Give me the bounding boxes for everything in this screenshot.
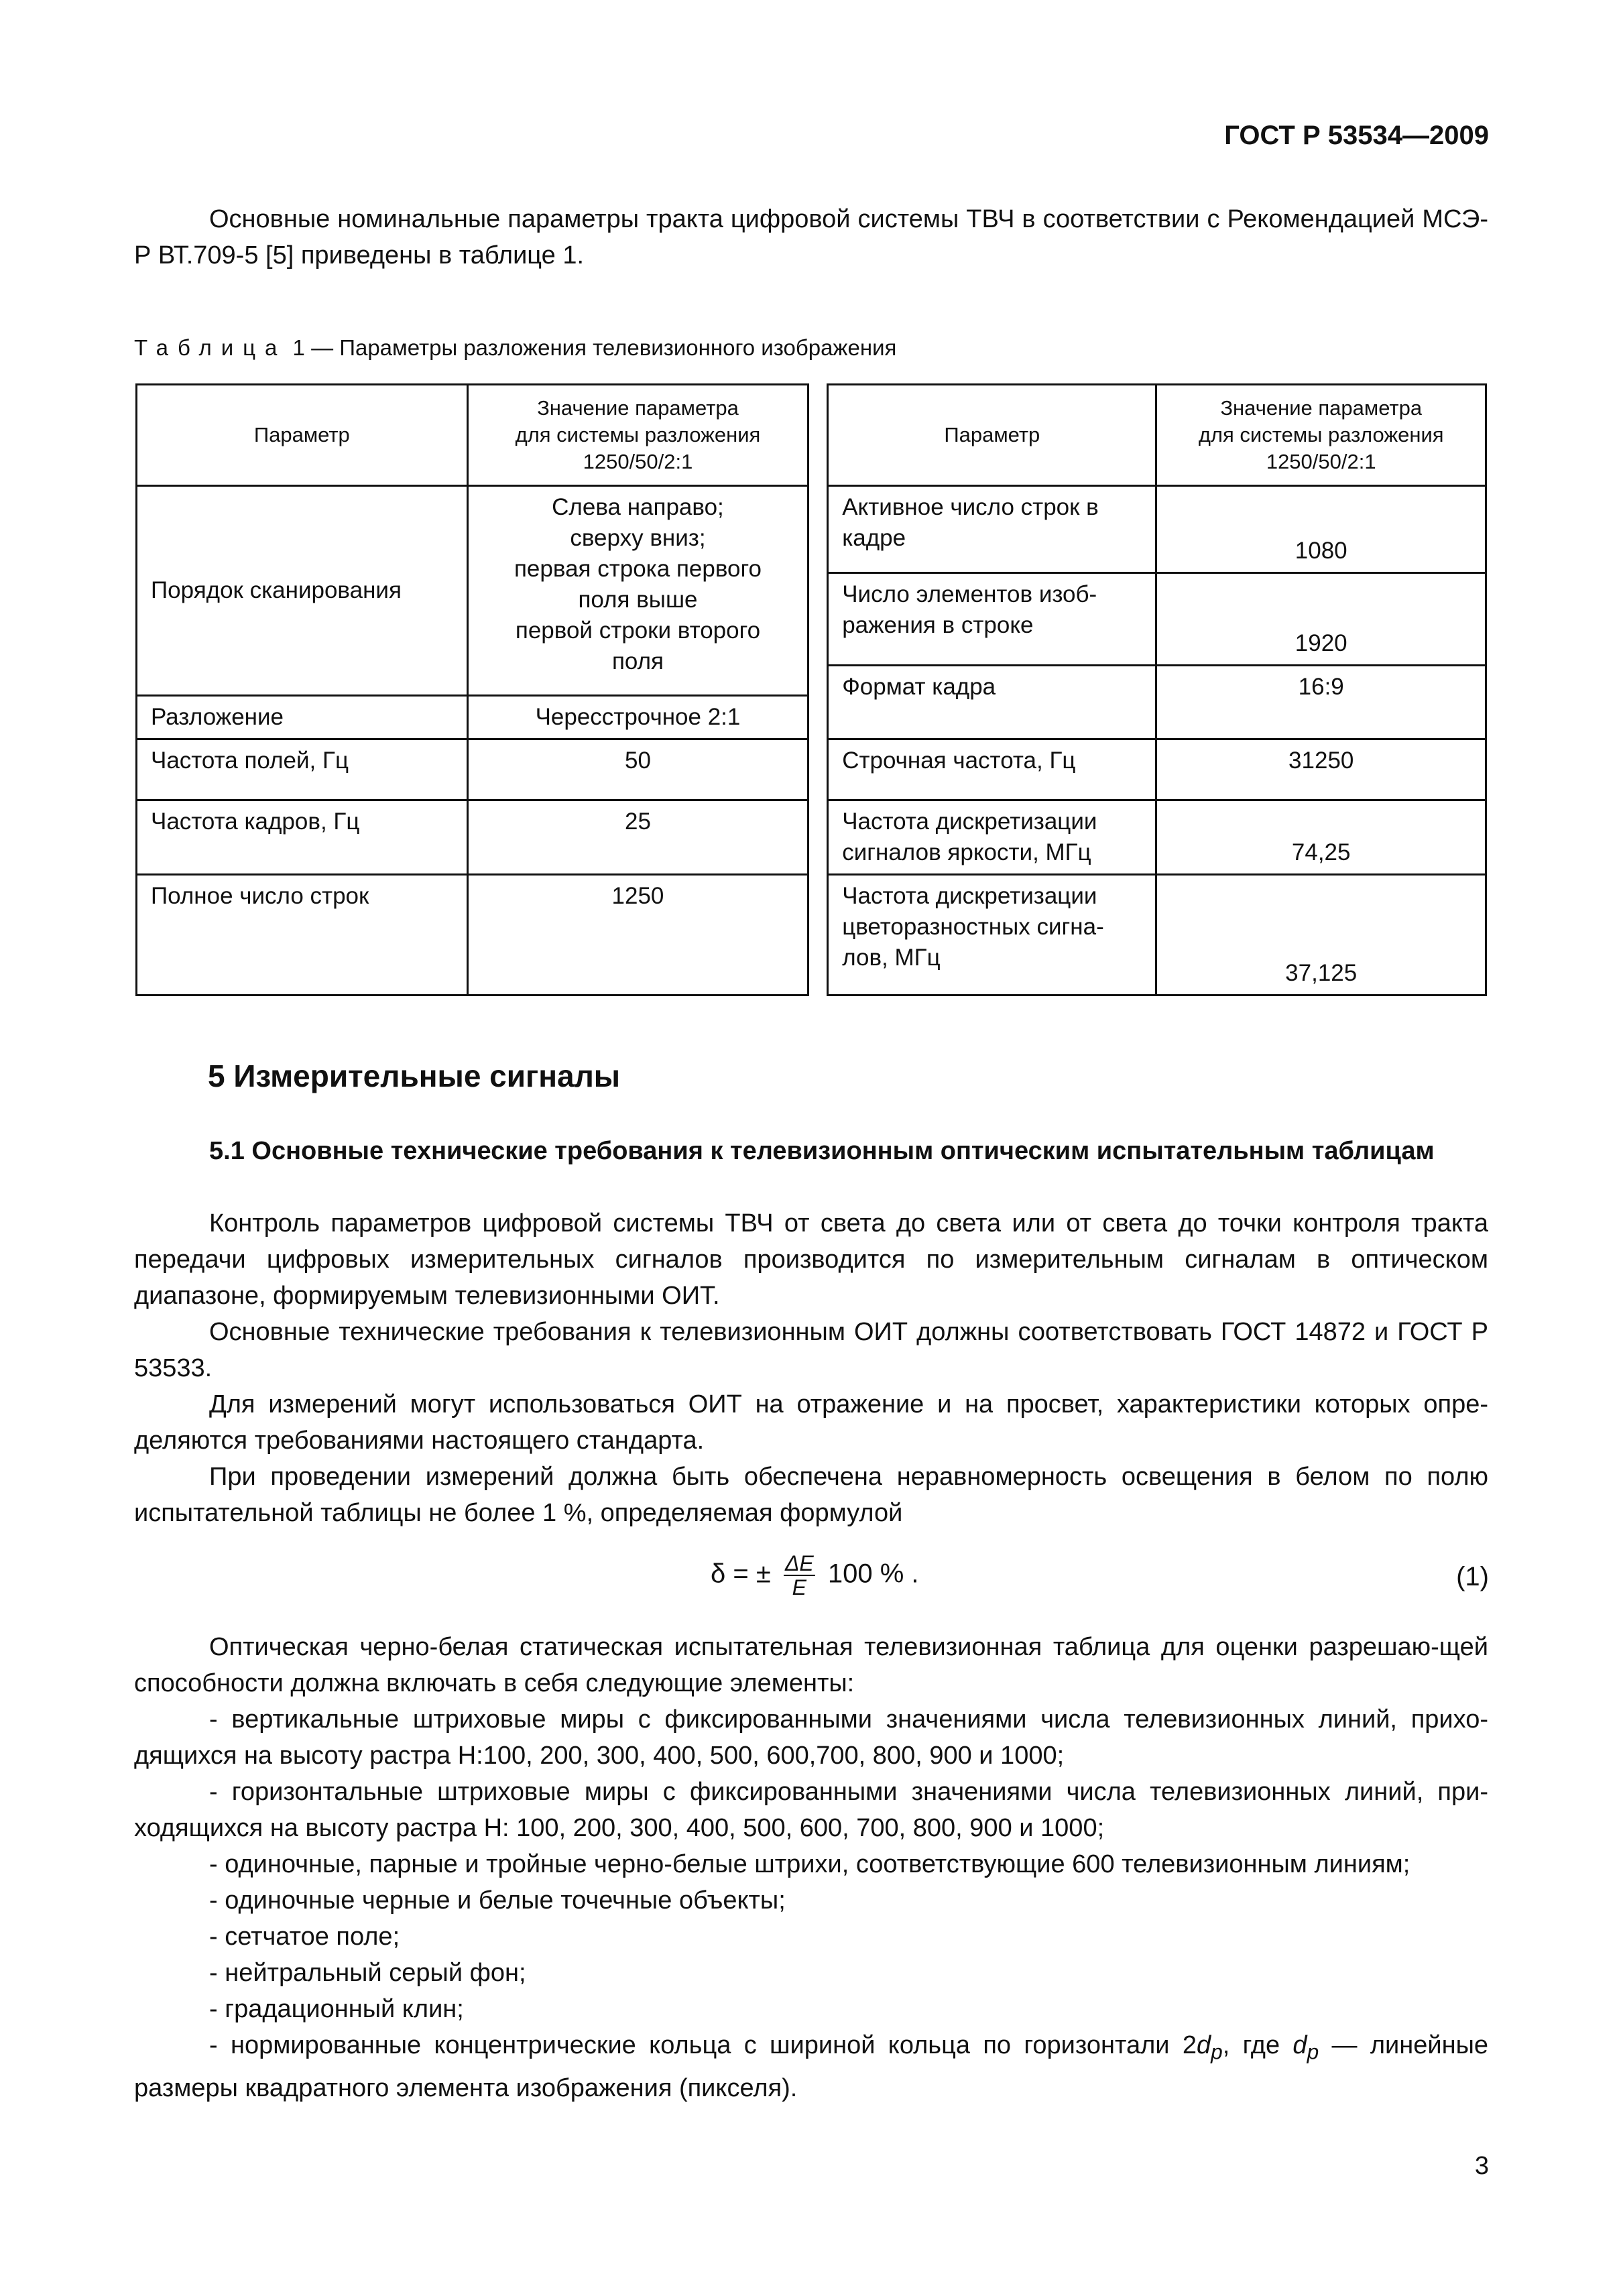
header-param-right: Параметр: [828, 385, 1156, 486]
value-line: поля выше: [578, 587, 698, 613]
table-header-row: [137, 385, 1486, 486]
table-caption-text: 1 — Параметры разложения телевизионного изображения: [286, 335, 897, 360]
section-heading: 5 Измерительные сигналы: [208, 1059, 621, 1093]
parameters-table: [135, 383, 1487, 996]
formula-lhs: δ = ±: [711, 1559, 771, 1589]
page-number: 3: [1474, 2152, 1489, 2180]
cell-chroma-sampling-value: 37,125: [1156, 875, 1486, 995]
formula-numerator: ΔE: [784, 1551, 814, 1575]
cell-scan-order-value: [467, 486, 808, 696]
list-item: - одиночные, парные и тройные черно-белые штрихи, соответствующие 600 телевизионным линиям;: [209, 1850, 1410, 1878]
math-p: p: [1211, 2039, 1223, 2064]
cell-frame-format-value: 16:9: [1156, 666, 1486, 739]
formula-fraction: [784, 1552, 815, 1599]
cell-scanning-name: Разложение: [137, 696, 468, 739]
cell-active-lines-name: Активное число строк в кадре: [828, 486, 1156, 573]
formula-number: (1): [1456, 1562, 1489, 1591]
list-item: - одиночные черные и белые точечные объекты;: [209, 1886, 786, 1915]
table-caption-word: Таблица: [134, 335, 287, 360]
header-value-line: Значение параметра: [537, 396, 739, 420]
header-value-line: для системы разложения: [1198, 423, 1444, 446]
text-run: — линейные размеры квадратного элемента изображения (пикселя).: [134, 2031, 1489, 2102]
cell-frame-rate-value: 25: [467, 800, 808, 875]
header-param-left: Параметр: [137, 385, 468, 486]
cell-chroma-sampling-name: Частота дискретизации цветоразностных сигна-лов, МГц: [828, 875, 1156, 995]
value-line: поля: [611, 648, 664, 674]
header-value-line: 1250/50/2:1: [583, 450, 693, 473]
header-value-right: [1156, 385, 1486, 486]
table-row: [137, 486, 1486, 573]
math-d: d: [1293, 2031, 1307, 2059]
table-separator: [808, 385, 828, 486]
formula-denominator: E: [792, 1575, 807, 1599]
cell-total-lines-name: Полное число строк: [137, 875, 468, 995]
list-item: - вертикальные штриховые миры с фиксированными значениями числа телевизионных линий, прихо-дящихся на высоту растра Н:100, 200, 300, 400, 500, 600,700, 800, 900 и 1000;: [134, 1705, 1488, 1770]
header-value-left: [467, 385, 808, 486]
formula-rhs: 100 % .: [827, 1559, 919, 1589]
paragraph-4: При проведении измерений должна быть обеспечена неравномерность освещения в белом по полю испытательной таблицы не более 1 %, определяемая формулой: [134, 1463, 1488, 1527]
cell-line-rate-name: Строчная частота, Гц: [828, 739, 1156, 800]
cell-luma-sampling-value: 74,25: [1156, 800, 1486, 875]
header-value-line: 1250/50/2:1: [1266, 450, 1376, 473]
subsection-heading: 5.1 Основные технические требования к телевизионным оптическим испытательным таблицам: [209, 1137, 1435, 1165]
paragraph-2: Основные технические требования к телевизионным ОИТ должны соответствовать ГОСТ 14872 и ГОСТ Р 53533.: [134, 1318, 1488, 1382]
value-line: сверху вниз;: [570, 525, 706, 551]
cell-field-rate-value: 50: [467, 739, 808, 800]
math-d: d: [1196, 2031, 1211, 2059]
cell-scan-order-name: Порядок сканирования: [137, 486, 468, 696]
paragraph-3: Для измерений могут использоваться ОИТ на отражение и на просвет, характеристики которых опре-деляются требованиями настоящего стандарта.: [134, 1390, 1488, 1455]
text-run: - нормированные концентрические кольца с шириной кольца по горизонтали 2: [209, 2031, 1197, 2059]
cell-frame-format-name: Формат кадра: [828, 666, 1156, 739]
cell-field-rate-name: Частота полей, Гц: [137, 739, 468, 800]
intro-paragraph: Основные номинальные параметры тракта цифровой системы ТВЧ в соответствии с Рекомендацией МСЭ-Р ВТ.709-5 [5] приведены в таблице 1.: [134, 205, 1488, 269]
cell-active-lines-value: 1080: [1156, 486, 1486, 573]
list-item: - градационный клин;: [209, 1995, 464, 2023]
cell-line-rate-value: 31250: [1156, 739, 1486, 800]
table-separator: [808, 486, 828, 995]
cell-total-lines-value: 1250: [467, 875, 808, 995]
paragraph-1: Контроль параметров цифровой системы ТВЧ от света до света или от света до точки контроля тракта передачи цифровых измерительных сигналов производится по измерительным сигналам в оптическом диапазоне, формируемым телевизионными ОИТ.: [134, 1209, 1488, 1310]
text-run: , где: [1222, 2031, 1293, 2059]
list-item: - сетчатое поле;: [209, 1923, 400, 1951]
list-item-last: [134, 2027, 1488, 2106]
header-value-line: для системы разложения: [515, 423, 761, 446]
value-line: первая строка первого: [514, 556, 762, 582]
value-line: первой строки второго: [515, 617, 761, 644]
table-caption: [134, 335, 896, 361]
paragraph-5: Оптическая черно-белая статическая испытательная телевизионная таблица для оценки разрешаю-щей способности должна включать в себя следующие элементы:: [134, 1633, 1488, 1697]
document-code-header: ГОСТ Р 53534—2009: [1224, 121, 1489, 150]
value-line: Слева направо;: [552, 494, 724, 520]
cell-pixels-per-line-name: Число элементов изоб-ражения в строке: [828, 573, 1156, 666]
cell-luma-sampling-name: Частота дискретизации сигналов яркости, МГц: [828, 800, 1156, 875]
formula-1: [711, 1552, 919, 1599]
cell-scanning-value: Чересстрочное 2:1: [467, 696, 808, 739]
list-item: - горизонтальные штриховые миры с фиксированными значениями числа телевизионных линий, при-ходящихся на высоту растра Н: 100, 200, 300, 400, 500, 600, 700, 800, 900 и 1000;: [134, 1778, 1488, 1842]
list-item: - нейтральный серый фон;: [209, 1959, 526, 1987]
cell-pixels-per-line-value: 1920: [1156, 573, 1486, 666]
header-value-line: Значение параметра: [1220, 396, 1423, 420]
math-p: p: [1307, 2039, 1319, 2064]
cell-frame-rate-name: Частота кадров, Гц: [137, 800, 468, 875]
